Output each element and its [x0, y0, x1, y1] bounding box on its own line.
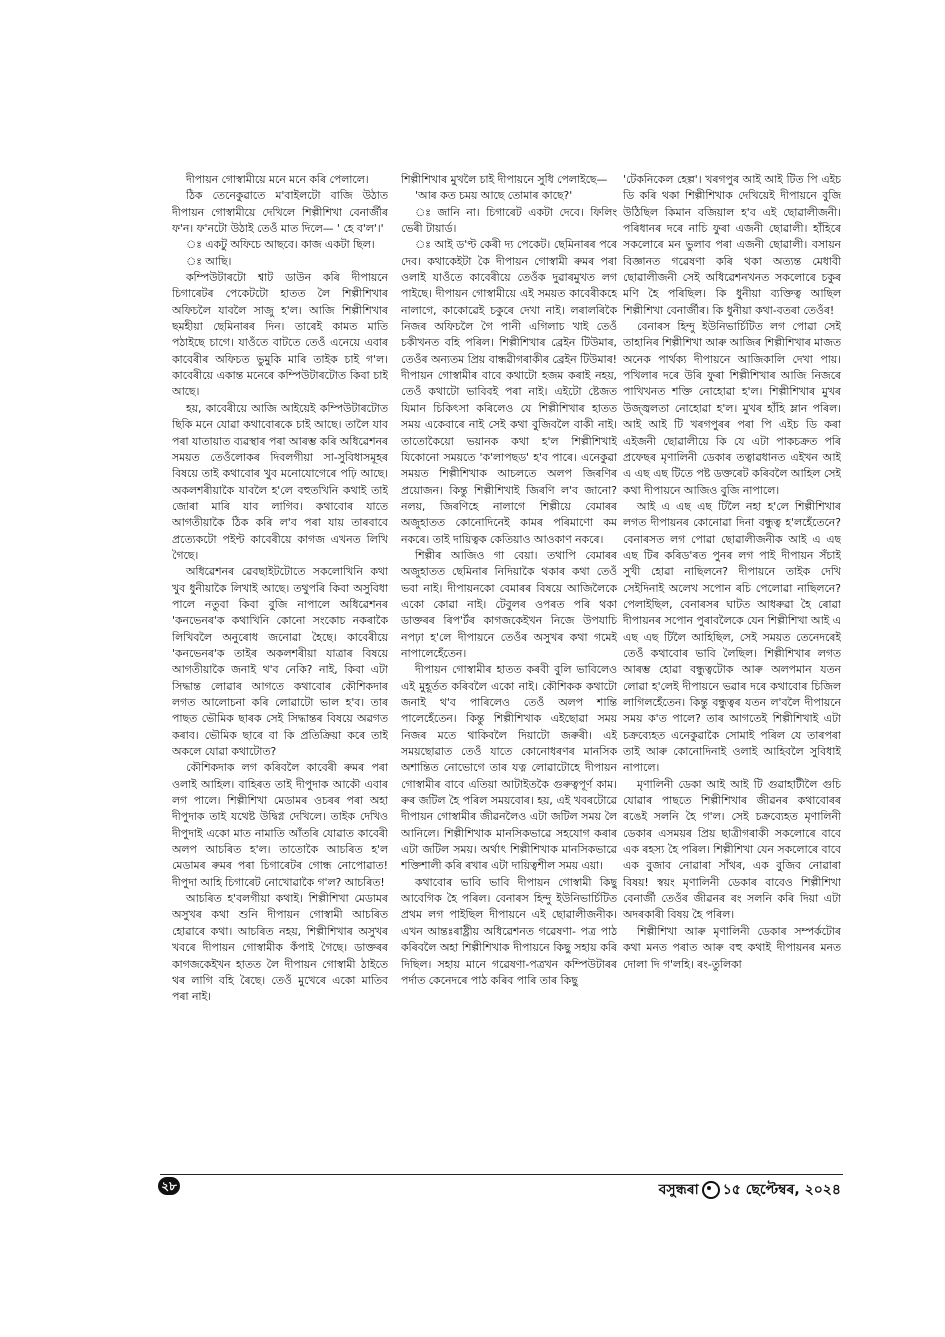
issue-date: ১৫ ছেপ্টেম্বৰ, ২০২৪ [722, 1182, 841, 1198]
paragraph: কম্পিউটাৰটো শ্বাট ডাউন কৰি দীপায়নে চিগাৰেটৰ পেকেটটো হাতত লৈ শিল্পীশিখাৰ অফিচলৈ যাবলৈ সাজু হ'ল। আজি শিল্পীশিখাৰ ছমহীয়া ছেমিনাৰৰ দিন। তাৰেই কামত মাতি পঠাইছে চাগে। যাওঁতে বাটতে তেওঁ এনেয়ে এবাৰ কাবেৰীৰ অফিচত ভুমুকি মাৰি তাইক চাই গ'ল। কাবেৰীয়ে একান্ত মনেৰে কম্পিউটাৰটোত কিবা চাই আছে। [172, 271, 388, 399]
paragraph: ঃ জানি না। চিগাৰেট একটা দেবে। ফিলিং ভেৰী টায়াৰ্ড। [401, 205, 617, 236]
paragraph: হয়, কাবেৰীয়ে আজি আইয়েই কম্পিউটাৰটোত ছিকি মনে যোৱা কথাবোৰকে চাই আছে। তালৈ যাব পৰা যাতায়াত ব্যৱস্থাৰ পৰা আৰম্ভ কৰি অধিৱেশনৰ সময়ত তেওঁলোকৰ দিবলগীয়া সা-সুবিধাসমূহৰ বিষয়ে তাই কথাবোৰ খুব মনোযোগেৰে পঢ়ি আছে। অকলশৰীয়াকৈ যাবলৈ হ'লে বহুতখিনি কথাই তাই জোৰা মাৰি যাব লাগিব। কথাবোৰ যাতে আগতীয়াকৈ ঠিক কৰি ল'ব পৰা যায় তাৰবাবে প্ৰত্যেকটো পইণ্ট কাবেৰীয়ে কাগজ এখনত লিখি গৈছে। [172, 401, 388, 562]
paragraph: কথাবোৰ ভাবি ভাবি দীপায়ন গোস্বামী কিছু আবেগিক হৈ পৰিল। বেনাৰস হিন্দু ইউনিভাৰ্চিটিত প্ৰথম লগ পাইছিল দীপায়নে এই ছোৱালীজনীক। এখন আন্তঃৰাষ্ট্ৰীয় অধিৱেশনত গৱেষণা- পত্ৰ পাঠ কৰিবলৈ অহা শিল্পীশিখাক দীপায়নে কিছু সহায় কৰি দিছিল। সহায় মানে গৱেষণা-পত্ৰখন কম্পিউটাৰৰ পৰ্দাত কেনেদৰে পাঠ কৰিব পাৰি তাৰ কিছু [401, 875, 617, 987]
paragraph: শিল্পীশিখা আৰু মৃণালিনী ডেকাৰ সম্পৰ্কটোৰ কথা মনত পৰাত আৰু বহু কথাই দীপায়নৰ মনত দোলা দি গ'লহি। ৰং-তুলিকা [623, 924, 841, 971]
paragraph: ঃ একটু অফিচে আছবে। কাজ একটা ছিল। [186, 238, 375, 252]
paragraph: শিল্পীশিখাৰ মুখলৈ চাই দীপায়নে সুধি পেলাইছে— [401, 173, 608, 186]
paragraph: মৃণালিনী ডেকা আই আই টি গুৱাহাটীলৈ গুচি যোৱাৰ পাছতে শিল্পীশিখাৰ জীৱনৰ কথাবোৰৰ ৰঙেই সলনি হৈ গ'ল। সেই চক্ৰব্যেহত মৃণালিনী ডেকাৰ এসময়ৰ প্ৰিয় ছাত্ৰীগৰাকী সকলোৰে বাবে এক ৰহস্য হৈ পৰিল। শিল্পীশিখা যেন সকলোৰে বাবে এক বুজাব নোৱাৰা সাঁথৰ, এক বুজিব নোৱাৰা বিষয়! স্বয়ং মৃণালিনী ডেকাৰ বাবেও শিল্পীশিখা বেনাৰ্জী তেওঁৰ জীৱনৰ ৰং সলনি কৰি দিয়া এটা অদৰকাৰী বিষয় হৈ পৰিল। [623, 777, 841, 922]
paragraph: শিল্পীৰ আজিও গা বেয়া। তথাপি বেমাৰৰ অজুহাতত ছেমিনাৰ নিদিয়াকৈ থকাৰ কথা তেওঁ ভবা নাই। দীপায়নকো বেমাৰৰ বিষয়ে আজিলৈকে একো কোৱা নাই। টেবুলৰ ওপৰত পৰি থকা ডাক্তৰৰ ৰিপ'ৰ্টৰ কাগজকেইখন নিজে উপযাচি নপঢ়া হ'লে দীপায়নে তেওঁৰ অসুখৰ কথা গমেই নাপালেহেঁতেন। [401, 548, 617, 660]
magazine-name: বসুন্ধৰা [658, 1182, 699, 1198]
paragraph: বেনাৰস হিন্দু ইউনিভাৰ্চিটিত লগ পোৱা সেই তাহানিৰ শিল্পীশিখা আৰু আজিৰ শিল্পীশিখাৰ মাজত অনেক পাৰ্থক্য দীপায়নে আজিকালি দেখা পায়। পখিলাৰ দৰে উৰি ফুৰা শিল্পীশিখাৰ আজি নিজৰে পাখিখনত শক্তি নোহোৱা হ'ল। শিল্পীশিখাৰ মুখৰ উজ্জ্বলতা নোহোৱা হ'ল। মুখৰ হাঁহি ম্লান পৰিল। আই আই টি খৰগপুৰৰ পৰা পি এইচ ডি কৰা এইজনী ছোৱালীয়ে কি যে এটা পাকচক্ৰত পৰি প্ৰফেছৰ মৃণালিনী ডেকাৰ তত্বাৱধানত এইখন আই এ এছ এছ টিতে পষ্ট ডক্তৰেট কৰিবলৈ আহিল সেই কথা দীপায়নে আজিও বুজি নাপালে। [623, 320, 841, 497]
paragraph: দীপায়ন গোস্বামীয়ে মনে মনে কৰি পেলালে। [186, 173, 369, 186]
paragraph: 'আৰ কত চময় আছে তোমাৰ কাছে?' [415, 189, 573, 203]
text-column-3 [623, 172, 841, 1172]
footer-rule [160, 1174, 843, 1175]
footer-masthead [659, 1178, 841, 1202]
text-column-1 [172, 172, 388, 1172]
paragraph: আই এ এছ এছ টিলৈ নহা হ'লে শিল্পীশিখাৰ লগত দীপায়নৰ কোনোৱা দিনা বন্ধুত্ব হ'লহেঁতেনে? বেনাৰসত লগ পোৱা ছোৱালীজনীক আই এ এছ এছ টিৰ কৰিড'ৰত পুনৰ লগ পাই দীপায়ন সঁচাই সুখী হোৱা নাছিলনে? দীপায়নে তাইক দেখি সেইদিনাই অলেখ সপোন ৰচি পেলোৱা নাছিলনে? পেলাইছিল, বেনাৰসৰ ঘাটত আধৰুৱা হৈ ৰোৱা দীপায়নৰ সপোন পুৰাবলৈকে যেন শিল্পীশিখা আই এ এছ এছ টিলৈ আহিছিল, সেই সময়ত তেনেদৰেই তেওঁ কথাবোৰ ভাবি লৈছিল। শিল্পীশিখাৰ লগত আৰম্ভ হোৱা বন্ধুত্বটোক আৰু অলপমান যতন লোৱা হ'লেই দীপায়নে ভৱাৰ দৰে কথাবোৰ চিজিল লাগিলহেঁতেন। কিন্তু বন্ধুত্বৰ যতন ল'বলৈ দীপায়নে সময় ক'ত পালে? তাৰ আগতেই শিল্পীশিখাই এটা চক্ৰব্যেহত এনেকুৱাকৈ সোমাই পৰিল যে তাৰপৰা তাই আৰু কোনোদিনাই ওলাই আহিবলৈ সুবিধাই নাপালে। [623, 499, 841, 775]
page-number: ২৮ [158, 1177, 180, 1195]
paragraph: ঃ আই ড'ণ্ট কেৰী দ্য পেকেট। ছেমিনাৰৰ পৰে দেব। কথাকেইটা কৈ দীপায়ন গোস্বামী ৰুমৰ পৰা ওলাই যাওঁতে কাবেৰীয়ে তেওঁক দুৱাৰমুখত লগ পাইছে। দীপায়ন গোস্বামীয়ে এই সময়ত কাবেৰীকহে নালাগে, কাকোৱেই চকুৰে দেখা নাই। লৰালৰিকৈ নিজৰ অফিচলৈ গৈ পানী এগিলাচ খাই তেওঁ চকীখনত বহি পৰিল। শিল্পীশিখাৰ ব্ৰেইন টিউমাৰ, তেওঁৰ অন্যতম প্ৰিয় বান্ধৱীগৰাকীৰ ব্ৰেইন টিউমাৰ! দীপায়ন গোস্বামীৰ বাবে কথাটো হজম কৰাই নহয়, তেওঁ কথাটো ভাবিবই পৰা নাই। এইটো ষ্টেজত যিমান চিকিৎসা কৰিলেও যে শিল্পীশিখাৰ হাতত সময় একেবাৰে নাই সেই কথা বুজিবলৈ বাকী নাই। তাতোকৈয়ো ভয়ানক কথা হ'ল শিল্পীশিখাই যিকোনো সময়তে 'ক'লাপছড' হ'ব পাৰে। এনেকুৱা সময়ত শিল্পীশিখাক আচলতে অলপ জিৰণিৰ প্ৰয়োজন। কিন্তু শিল্পীশিখাই জিৰণি ল'ব জানো? নলয়, জিৰণিহে নালাগে শিল্পীয়ে বেমাৰৰ অজুহাতত কোনোদিনেই কামৰ পৰিমাণো কম নকৰে। তাই দায়িত্বক কেতিয়াও আওকাণ নকৰে। [401, 238, 617, 546]
paragraph: আচৰিত হ'বলগীয়া কথাই। শিল্পীশিখা মেডামৰ অসুখৰ কথা শুনি দীপায়ন গোস্বামী আচৰিত হোৱাৰে কথা। আচৰিত নহয়, শিল্পীশিখাৰ অসুখৰ খবৰে দীপায়ন গোস্বামীক কঁপাই গৈছে। ডাক্তৰৰ কাগজকেইখন হাতত লৈ দীপায়ন গোস্বামী ঠাইতে থৰ লাগি বহি ৰৈছে। তেওঁ মুখেৰে একো মাতিব পৰা নাই। [172, 892, 388, 1004]
paragraph: ঠিক তেনেকুৱাতে ম'বাইলটো বাজি উঠাত দীপায়ন গোস্বামীয়ে দেখিলে শিল্পীশিখা বেনাৰ্জীৰ ফ'ন। ফ'নটো উঠাই তেওঁ মাত দিলে— ' হে ব'ল'।' [172, 189, 388, 236]
paragraph: 'টেকনিকেল হেল্প'। খৰগপুৰ আই আই টিত পি এইচ ডি কৰি থকা শিল্পীশিখাক দেখিয়েই দীপায়নে বুজি উঠিছিল কিমান বজিয়াল হ'ব এই ছোৱালীজনী। পৰিধানৰ দৰে নাচি ফুৰা এজনী ছোৱালী। হাঁহিৰে সকলোৰে মন ভুলাব পৰা এজনী ছোৱালী। বসায়ন বিজ্ঞানত গৱেষণা কৰি থকা অত্যন্ত মেধাবী ছোৱালীজনী সেই অধিৱেশনখনত সকলোৰে চকুৰ মণি হৈ পৰিছিল। কি ধুনীয়া ব্যক্তিত্ব আছিল শিল্পীশিখা বেনাৰ্জীৰ। কি ধুনীয়া কথা-বতৰা তেওঁৰ! [623, 173, 841, 317]
paragraph: অধিৱেশনৰ ৱেবছাইটটোতে সকলোখিনি কথা খুব ধুনীয়াকৈ লিখাই আছে। তথুপৰি কিবা অসুবিধা পালে নতুবা কিবা বুজি নাপালে অধিৱেশনৰ 'কনভেনৰ'ক কথাখিনি কোনো সংকোচ নকৰাকৈ লিখিবলৈ অনুৰোধ জনোৱা হৈছে। কাবেৰীয়ে 'কনভেনৰ'ক তাইৰ অকলশৰীয়া যাত্ৰাৰ বিষয়ে আগতীয়াকৈ জনাই থ'ব নেকি? নাই, কিবা এটা সিদ্ধান্ত লোৱাৰ আগতে কথাবোৰ কৌশিকদাৰ লগত আলোচনা কৰি লোৱাটো ভাল হ'ব। তাৰ পাছত ভৌমিক ছাৰক সেই সিদ্ধান্তৰ বিষয়ে অৱগত কৰাব। ভৌমিক ছাৰে বা কি প্ৰতিক্ৰিয়া কৰে তাই অকলে যোৱা কথাটোত? [172, 565, 388, 759]
text-column-2 [401, 172, 617, 1172]
magazine-logo-icon [702, 1181, 720, 1199]
paragraph: ঃ আছি। [186, 254, 232, 268]
paragraph: দীপায়ন গোস্বামীৰ হাতত কৰবী বুলি ভাবিলেও এই মুহূৰ্তত কৰিবলৈ একো নাই। কৌশিকক কথাটো জনাই থ'ব পাৰিলেও তেওঁ অলপ শান্তি পালেহেঁতেন। কিন্তু শিল্পীশিখাক এইছোৱা সময় নিজৰ মতে থাকিবলৈ দিয়াটো জৰুৰী। এই সময়ছোৱাত তেওঁ যাতে কোনোধৰণৰ মানসিক অশান্তিত নোভোগে তাৰ যত্ন লোৱাটোহে দীপায়ন গোস্বামীৰ বাবে এতিয়া আটাইতকৈ গুৰুত্বপূৰ্ণ কাম। ৰুৰ জটিল হৈ পৰিল সময়বোৰ। হয়, এই খবৰটোৱে দীপায়ন গোস্বামীৰ জীৱনলৈও এটা জটিল সময় লৈ আনিলে। শিল্পীশিখাক মানসিকভাৱে সহযোগ কৰাৰ এটা জটিল সময়। অৰ্থাৎ শিল্পীশিখাক মানসিকভাৱে শক্তিশালী কৰি ৰখাৰ এটা দায়িত্বশীল সময় এয়া। [401, 663, 617, 873]
paragraph: কৌশিকদাক লগ কৰিবলৈ কাবেৰী ৰুমৰ পৰা ওলাই আহিল। বাহিৰত তাই দীপুদাক আকৌ এবাৰ লগ পালে। শিল্পীশিখা মেডামৰ ওচৰৰ পৰা অহা দীপুদাক তাই যথেষ্ট উদ্বিগ্ন দেখিলে। তাইক দেখিও দীপুদাই একো মাত নামাতি আঁতৰি যোৱাত কাবেৰী অলপ আচৰিত হ'ল। তাতোকৈ আচৰিত হ'ল মেডামৰ ৰুমৰ পৰা চিগাৰেটৰ গোন্ধ নোপোৱাত! দীপুদা আহি চিগাৰেট নোখোৱাকৈ গ'ল? আচৰিত! [172, 761, 388, 889]
